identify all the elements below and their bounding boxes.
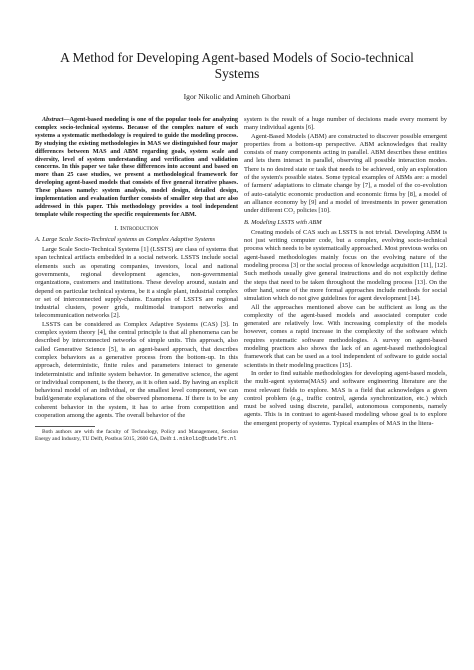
abstract-lead: Abstract: [42, 116, 64, 123]
paragraph: Large Scale Socio-Technical Systems [1] (LSSTS) are class of systems that span technical artifacts embedded in a social network. LSSTS include social elements such as operating companies, investors, local and national governments, regional development agencies, non-governmental organizations, customers and institutions. These develop around, sustain and depend on particular technical systems, be it a single plant, industrial complex or set of interconnected supply-chains. Examples of LSSTS are regional industrial clusters, power grids, multimodal transport networks and telecommunication networks [2].: [35, 246, 238, 320]
footnote-divider: [35, 426, 95, 427]
footnote-email: i.nikolic@tudelft.nl: [172, 436, 237, 443]
footnote: [35, 429, 238, 443]
paragraph: LSSTS can be considered as Complex Adaptive Systems (CAS) [3]. In complex system theory [4], the central principle is that all phenomena can be described by interconnected networks of simple units. This approach, also called Generative Science [5], is an agent-based approach, that describes complex behaviors as a generative process from the bottom-up. In this approach, deterministic, finite rules and parameters interact to generate indeterministic and infinite system behavior. In generative science, the agent or individual component, is the theory, as it is often said. By having an explicit behavioral model of an individual, or the smallest level component, we can build/generate explanations of the observed phenomena. If there is to be any coherent behavior in the system, it has to arise from competition and cooperation among the agents. The overall behavior of the: [35, 320, 238, 420]
right-column: [244, 116, 447, 428]
section-heading-introduction: I. Introduction: [114, 224, 159, 232]
paragraph: Creating models of CAS such as LSSTS is not trivial. Developing ABM is not just writing computer code, but a complex, evolving socio-technical process which needs to be systematically approached. Most previous works on agent-based methodologies mainly focus on the evolving nature of the modeling process [3] or the social process of knowledge acquisition [11], [12]. Such methods usually give general instructions and do not explicitly define the steps that need to be taken throughout the modeling process [13]. On the other hand, some of the more formal approaches include methods for social simulation which do not give guidelines for agent development [14].: [244, 228, 447, 303]
paper-authors: Igor Nikolic and Amineh Ghorbani: [183, 92, 291, 101]
paragraph: Agent-Based Models (ABM) are constructed to discover possible emergent properties from a bottom-up perspective. ABM acknowledges that reality consists of many components acting in parallel. ABM describes these entities and lets them interact in parallel, observing all possible interaction modes. There is no desired state or task that needs to be achieved, only an exploration of the system's possible states. Some typical examples of ABMs are: a model of farmers' adaptations to climate change by [7], a model of the co-evolution of auto-catalytic economic production and economic firms by [8], a model of an alliance economy by [9] and a model of investments in power generation under different CO₂ policies [10].: [244, 132, 447, 215]
paragraph: All the approaches mentioned above can be sufficient as long as the complexity of the agent-based models and associated computer code generated are relatively low. With increasing complexity of the models however, comes a rapid increase in the complexity of the software which requires systematic software methodologies. A survey on agent-based modeling practices also shows the lack of an agent-based methodological framework that can be used as a tool independent of software to guide social scientists in their modeling practices [15].: [244, 303, 447, 369]
paragraph: system is the result of a huge number of decisions made every moment by many individual agents [6].: [244, 116, 447, 132]
subsection-heading-lssts-cas: A. Large Scale Socio-Technical systems as Complex Adaptive Systems: [35, 235, 216, 243]
abstract: [35, 116, 238, 219]
paragraph: In order to find suitable methodologies for developing agent-based models, the multi-agent systems(MAS) and software engineering literature are the most relevant fields to explore. MAS is a field that acknowledges a given control problem (e.g., traffic control, agenda synchronization, etc.) which must be solved using discrete, parallel, autonomous components, namely agents. This is in contrast to agent-based modeling whose goal is to explore the emergent property of systems. Typical examples of MAS in the litera-: [244, 369, 447, 427]
subsection-heading-modeling-lssts: B. Modeling LSSTS with ABM: [244, 218, 322, 226]
abstract-body: —Agent-based modeling is one of the popular tools for analyzing complex socio-technical systems. Because of the complex nature of such systems a systematic methodology is required to guide the modeling process. By studying the existing methodologies in MAS we distinguished four major differences between MAS and ABM regarding goals, system scale and diversity, level of system understanding and verification and validation concerns. In this paper we take these differences into account and based on more than 25 case studies, we present a methodological framework for developing agent-based models that consists of five general iterative phases. These phases namely: system analysis, model design, detailed design, implementation and evaluation further consists of smaller step that are also addressed in this paper. This methodology provides a tool independent template while respecting the specific requirements for ABM.: [35, 116, 238, 218]
footnote-affiliation: Both authors are with the faculty of Technology, Policy and Management, Section Energy and Industry, TU Delft, Postbus 5015, 2600 GA, Delft: [35, 429, 238, 443]
left-column: [35, 116, 238, 443]
paper-title: A Method for Developing Agent-based Models of Socio-technical Systems: [60, 50, 414, 81]
